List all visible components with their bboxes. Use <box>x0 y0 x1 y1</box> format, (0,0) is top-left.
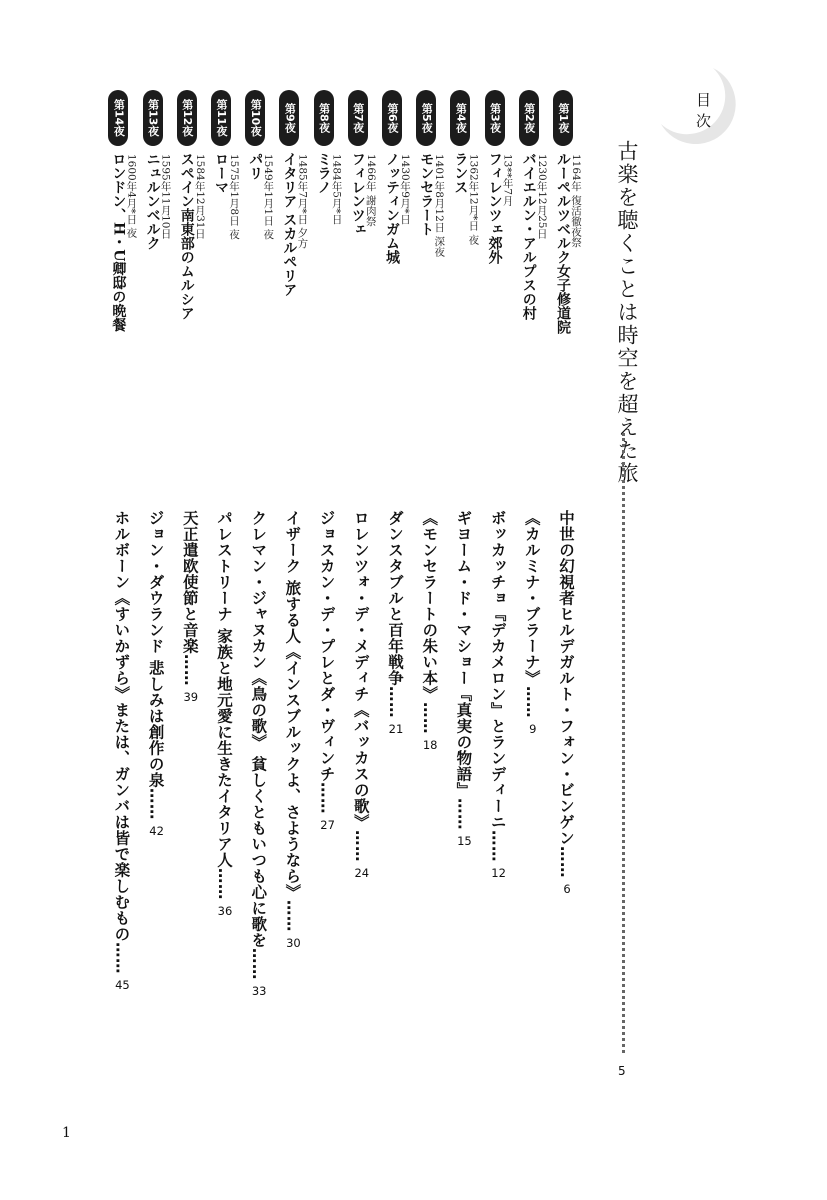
entry-title: ホルボーン《すいかずら》または、ガンバは皆で楽しむもの…… <box>112 510 131 974</box>
night-badge: 第9夜 <box>279 90 299 146</box>
night-badge: 第6夜 <box>382 90 402 146</box>
night-date: 1230年12月25日 <box>535 154 548 239</box>
entry-page-number: 33 <box>251 983 267 998</box>
entry-page-number: 9 <box>529 722 537 736</box>
night-date: 13**年7月 <box>501 154 514 206</box>
prologue-title: 古楽を聴くことは時空を超えた旅 <box>615 140 639 485</box>
night-date: 1430年9月*日 <box>399 154 411 225</box>
entry-title: ギヨーム・ド・マショー『真実の物語』…… <box>454 510 473 830</box>
entry-title: ダンスタブルと百年戦争…… <box>386 510 404 718</box>
toc-heading: 目次 <box>694 92 712 134</box>
night-date: 1164年 復活徹夜祭 <box>570 154 582 248</box>
night-date: 1549年1月1日 夜 <box>262 154 275 240</box>
entry-title: クレマン・ジャヌカン《鳥の歌》 貧しくともいつも心に歌を…… <box>249 510 268 980</box>
night-place: ロンドン、H・U卿邸の晩餐 <box>110 152 127 332</box>
night-badge: 第3夜 <box>485 90 505 146</box>
night-place: ランス <box>452 152 469 194</box>
prologue-leader-dots <box>622 433 625 1053</box>
night-badge: 第8夜 <box>314 90 334 146</box>
night-date: 1575年1月8日 夜 <box>228 154 240 240</box>
night-date: 1600年4月*日 夜 <box>125 154 138 238</box>
night-date: 1485年7月*日 夕方 <box>296 154 309 249</box>
night-place: ルーペルツベルク女子修道院 <box>555 152 571 334</box>
entry-page-number: 24 <box>354 866 370 880</box>
entry-title: ジョスカン・デ・プレとダ・ヴィンチ…… <box>317 510 336 814</box>
entry-page-number: 45 <box>115 978 130 992</box>
night-badge: 第13夜 <box>143 90 163 146</box>
night-badge: 第7夜 <box>348 90 368 146</box>
night-place: ローマ <box>213 152 229 194</box>
night-place: ニュルンベルク <box>144 152 161 250</box>
night-place: ミラノ <box>315 152 332 194</box>
night-badge: 第12夜 <box>177 90 197 146</box>
entry-title: ジョン・ダウランド 悲しみは創作の泉…… <box>146 510 165 820</box>
night-badge: 第1夜 <box>553 90 573 146</box>
night-badge: 第2夜 <box>519 90 539 146</box>
entry-title: 中世の幻視者ヒルデガルト・フォン・ビンゲン…… <box>557 510 575 878</box>
entry-page-number: 18 <box>422 738 438 752</box>
entry-page-number: 36 <box>217 903 233 918</box>
entry-page-number: 12 <box>491 866 506 880</box>
entry-title: ボッカッチョ『デカメロン』とランディーニ…… <box>488 510 507 862</box>
entry-title: パレストリーナ 家族と地元愛に生きたイタリア人…… <box>215 510 233 900</box>
night-date: 1484年5月*日 <box>330 154 343 225</box>
night-place: モンセラート <box>418 152 435 236</box>
night-place: スペイン南東部のムルシア <box>178 152 195 320</box>
entry-page-number: 42 <box>149 823 164 838</box>
night-place: フィレンツェ郊外 <box>486 152 503 264</box>
entry-page-number: 6 <box>563 882 571 896</box>
night-date: 1584年12月31日 <box>193 154 206 239</box>
entry-title: 天正遣欧使節と音楽…… <box>180 510 199 686</box>
entry-title: ロレンツォ・デ・メディチ《バッカスの歌》…… <box>351 510 370 862</box>
page-number: 1 <box>62 1125 71 1141</box>
night-badge: 第4夜 <box>450 90 470 146</box>
night-badge: 第5夜 <box>416 90 436 146</box>
night-badge: 第11夜 <box>211 90 231 146</box>
entry-page-number: 27 <box>320 818 335 832</box>
night-date: 1401年8月12日 深夜 <box>433 154 446 257</box>
entry-title: 《カルミナ・ブラーナ》…… <box>522 510 541 718</box>
night-badge: 第10夜 <box>245 90 265 146</box>
prologue-page-number: 5 <box>618 1064 626 1078</box>
entry-page-number: 15 <box>457 834 472 848</box>
night-date: 1362年12月*日 夜 <box>467 154 480 245</box>
night-date: 1595年11月10日 <box>159 154 172 239</box>
entry-title: 《モンセラートの朱い本》…… <box>420 510 439 734</box>
night-place: フィレンツェ <box>349 152 366 236</box>
night-place: パリ <box>247 152 264 180</box>
entry-page-number: 30 <box>286 935 301 950</box>
entry-page-number: 39 <box>183 690 199 704</box>
night-place: バイエルン・アルプスの村 <box>520 152 537 320</box>
night-place: ノッティンガム城 <box>384 152 400 264</box>
night-date: 1466年 謝肉祭 <box>364 154 377 227</box>
night-place: イタリア スカルペリア <box>281 152 298 297</box>
entry-page-number: 21 <box>388 722 404 736</box>
entry-title: イザーク 旅する人《インスブルックよ、さようなら》…… <box>283 510 302 932</box>
night-badge: 第14夜 <box>108 90 128 146</box>
